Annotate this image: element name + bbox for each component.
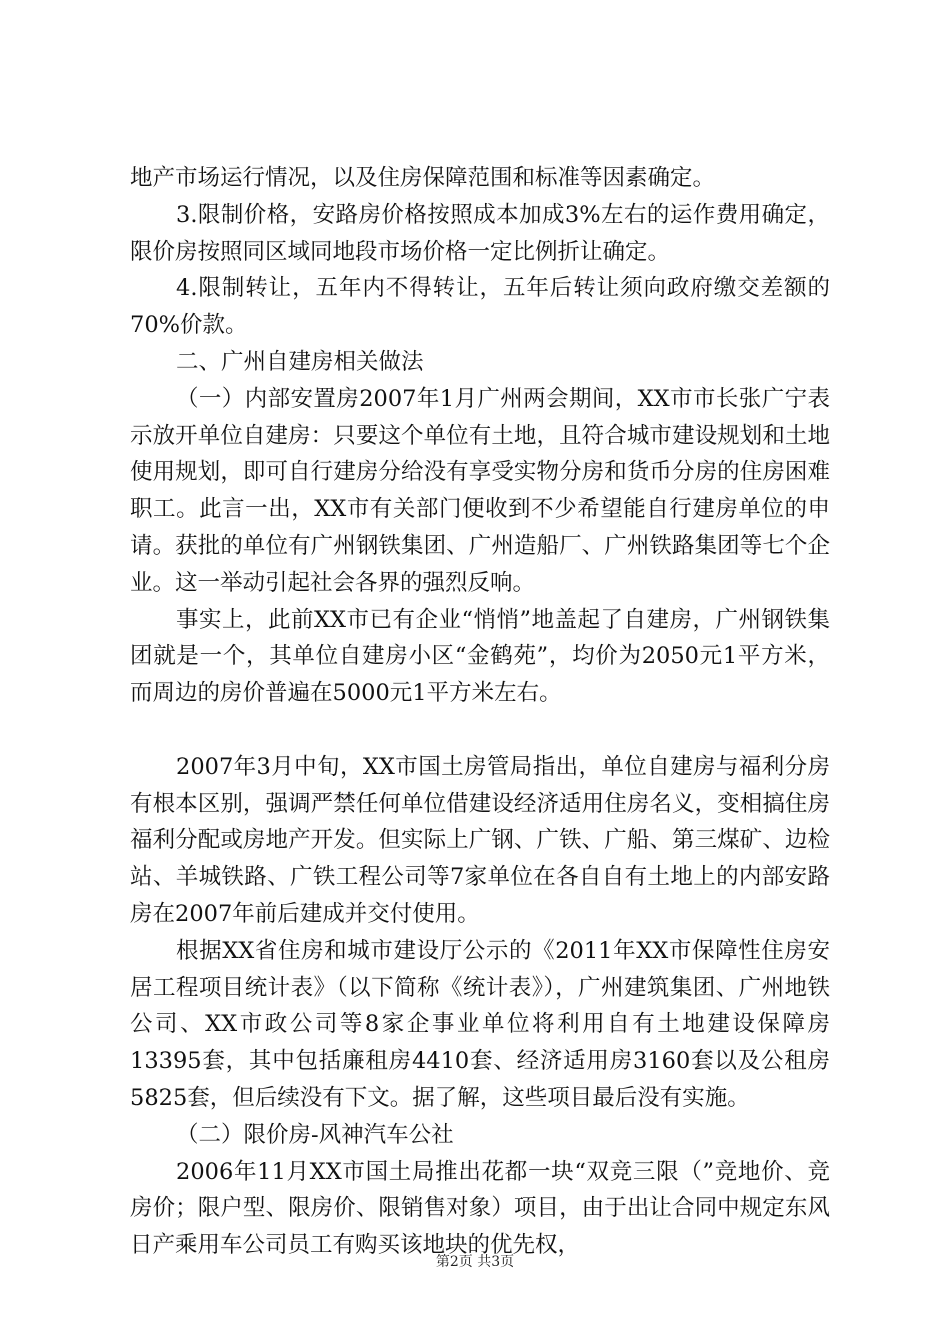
subsection-heading-limited-price: （二）限价房-风神汽车公社	[176, 1121, 454, 1148]
paragraph-transfer-limit: 4.限制转让，五年内不得转让，五年后转让须向政府缴交差额的70%价款。	[130, 275, 830, 339]
page-footer: 第2页 共3页	[435, 1254, 515, 1270]
section-heading-guangzhou: 二、广州自建房相关做法	[176, 348, 424, 375]
paragraph-2006-november: 2006年11月XX市国土局推出花都一块“双竞三限（”竞地价、竞房价；限户型、限房价、限销售对象）项目，由于出让合同中规定东风日产乘用车公司员工有购买该地块的优先权，	[130, 1158, 830, 1259]
paragraph-internal-housing: （一）内部安置房2007年1月广州两会期间，XX市市长张广宁表示放开单位自建房：只要这个单位有土地，且符合城市建设规划和土地使用规划，即可自行建房分给没有享受实物分房和货币分房的住房困难职工。此言一出，XX市有关部门便收到不少希望能自行建房单位的申请。获批的单位有广州钢铁集团、广州造船厂、广州铁路集团等七个企业。这一举动引起社会各界的强烈反响。	[130, 385, 830, 596]
blank-line	[130, 712, 830, 749]
paragraph-continuation: 地产市场运行情况，以及住房保障范围和标准等因素确定。	[130, 165, 716, 191]
paragraph-2007-march: 2007年3月中旬，XX市国土房管局指出，单位自建房与福利分房有根本区别，强调严禁任何单位借建设经济适用住房名义，变相搞住房福利分配或房地产开发。但实际上广钢、广铁、广船、第三煤矿、边检站、羊城铁路、广铁工程公司等7家单位在各自自有土地上的内部安路房在2007年前后建成并交付使用。	[130, 753, 830, 927]
paragraph-price-limit: 3.限制价格，安路房价格按照成本加成3%左右的运作费用确定，限价房按照同区域同地段市场价格一定比例折让确定。	[130, 201, 830, 265]
paragraph-statistics-table: 根据XX省住房和城市建设厅公示的《2011年XX市保障性住房安居工程项目统计表》（以下简称《统计表》），广州建筑集团、广州地铁公司、XX市政公司等8家企事业单位将利用自有土地建设保障房13395套，其中包括廉租房4410套、经济适用房3160套以及公租房5825套，但后续没有下文。据了解，这些项目最后没有实施。	[130, 937, 830, 1111]
document-body	[130, 160, 830, 1264]
paragraph-fact: 事实上，此前XX市已有企业“悄悄”地盖起了自建房，广州钢铁集团就是一个，其单位自建房小区“金鹤苑”，均价为2050元1平方米，而周边的房价普遍在5000元1平方米左右。	[130, 606, 830, 707]
